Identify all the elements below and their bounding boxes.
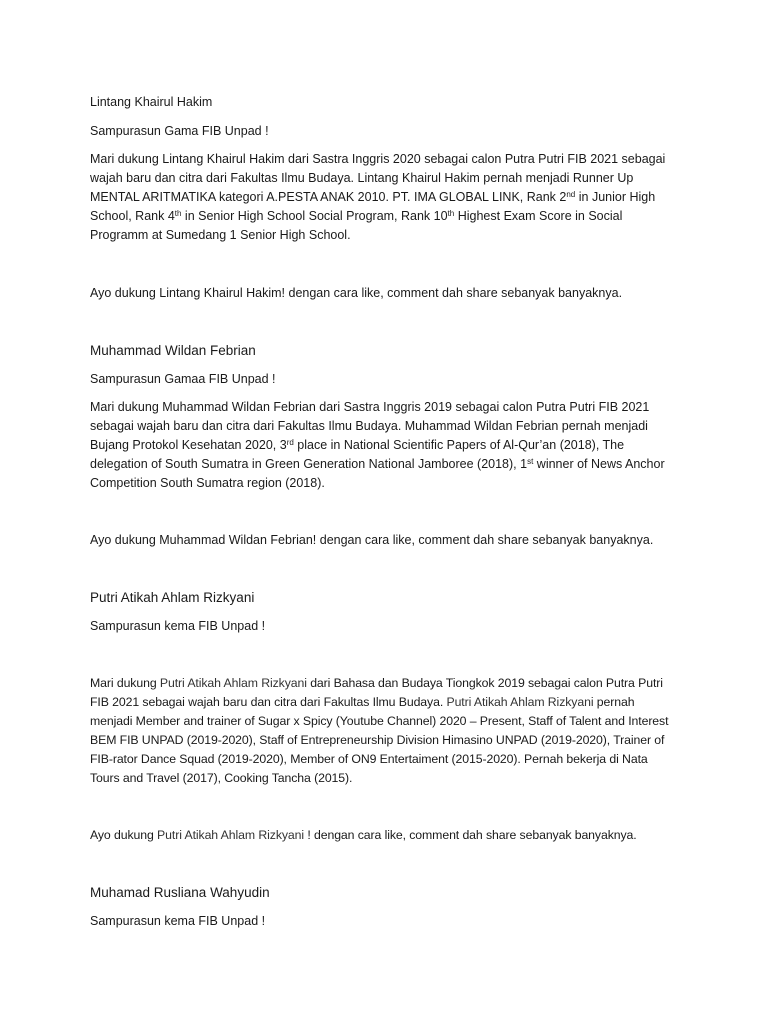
bio-text: Mari dukung (90, 676, 160, 690)
candidate-1-greeting: Sampurasun Gama FIB Unpad ! (90, 124, 269, 138)
candidate-name-inline: Putri Atikah Ahlam Rizkyani (157, 828, 305, 842)
candidate-3-bio (90, 674, 680, 788)
cta-text: Ayo dukung (90, 828, 158, 842)
candidate-name-inline: Putri Atikah Ahlam Rizkyani (159, 676, 307, 690)
candidate-3-cta (90, 826, 680, 845)
bio-text: dari Bahasa dan Budaya Tiongkok 2019 sebagai calon Putra Putri FIB 2021 sebagai wajah baru dan citra dari Fakultas Ilmu Budaya. (90, 676, 663, 709)
candidate-3-greeting: Sampurasun kema FIB Unpad ! (90, 619, 266, 633)
ordinal-suffix: th (447, 209, 455, 218)
candidate-2-cta: Ayo dukung Muhammad Wildan Febrian! dengan cara like, comment dah share sebanyak banyaknya. (90, 533, 654, 547)
candidate-1-name: Lintang Khairul Hakim (90, 95, 213, 109)
ordinal-suffix: nd (566, 190, 576, 199)
candidate-4-greeting: Sampurasun kema FIB Unpad ! (90, 914, 266, 928)
bio-text: in Junior High School, Rank 4 (90, 190, 656, 223)
ordinal-suffix: rd (286, 438, 294, 447)
bio-text: Mari dukung Lintang Khairul Hakim dari Sastra Inggris 2020 sebagai calon Putra Putri FIB 2021 sebagai wajah baru dan citra dari Fakultas Ilmu Budaya. Lintang Khairul Hakim pernah menjadi Runner Up MENTAL ARITMATIKA kategori A.PESTA ANAK 2010. PT. IMA GLOBAL LINK, Rank 2 (90, 152, 666, 204)
bio-text: place in National Scientific Papers of Al-Qur’an (2018), The delegation of South Sumatra in Green Generation National Jamboree (2018), 1 (90, 438, 625, 471)
ordinal-suffix: st (527, 457, 534, 466)
candidate-4-name: Muhamad Rusliana Wahyudin (90, 885, 270, 900)
cta-text: ! dengan cara like, comment dah share sebanyak banyaknya. (304, 828, 637, 842)
bio-text: in Senior High School Social Program, Rank 10 (181, 209, 448, 223)
bio-text: winner of News Anchor Competition South Sumatra region (2018). (90, 457, 665, 490)
candidate-2-greeting: Sampurasun Gamaa FIB Unpad ! (90, 372, 276, 386)
bio-text: Highest Exam Score in Social Programm at Sumedang 1 Senior High School. (90, 209, 623, 242)
bio-text: Mari dukung Muhammad Wildan Febrian dari Sastra Inggris 2019 sebagai calon Putra Putri FIB 2021 sebagai wajah baru dan citra dari Fakultas Ilmu Budaya. Muhammad Wildan Febrian pernah menjadi Bujang Protokol Kesehatan 2020, 3 (90, 400, 650, 452)
candidate-2-bio (90, 398, 680, 493)
ordinal-suffix: th (174, 209, 182, 218)
candidate-1-cta: Ayo dukung Lintang Khairul Hakim! dengan cara like, comment dah share sebanyak banyaknya. (90, 286, 623, 300)
candidate-1-bio (90, 150, 680, 245)
candidate-2-name: Muhammad Wildan Febrian (90, 343, 256, 358)
candidate-name-inline: Putri Atikah Ahlam Rizkyani (446, 695, 594, 709)
bio-text: pernah menjadi Member and trainer of Sugar x Spicy (Youtube Channel) 2020 – Present, Staff of Talent and Interest BEM FIB UNPAD (2019-2020), Staff of Entrepreneurship Division Himasino UNPAD (2019-2020), Trainer of FIB-rator Dance Squad (2019-2020), Member of ON9 Entertaiment (2015-2020). Pernah bekerja di Nata Tours and Travel (2017), Cooking Tancha (2015). (90, 695, 669, 785)
candidate-3-name: Putri Atikah Ahlam Rizkyani (90, 590, 255, 605)
